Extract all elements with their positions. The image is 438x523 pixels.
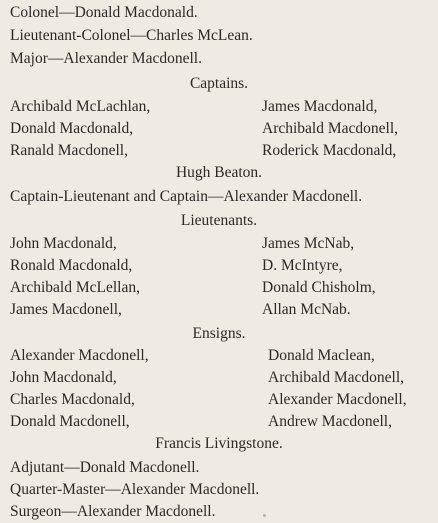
major-line: Major—Alexander Macdonell. [10, 50, 202, 67]
lieutenant-name: James McNab, [262, 235, 355, 252]
lieutenant-name: Ronald Macdonald, [10, 257, 133, 274]
colonel-line: Colonel—Donald Macdonald. [10, 4, 198, 21]
lieutenant-name: Donald Chisholm, [262, 279, 376, 296]
captains-heading: Captains. [189, 75, 249, 92]
captain-name: Archibald McLachlan, [10, 98, 151, 115]
ensign-name: Alexander Macdonell, [268, 391, 407, 408]
captain-lieutenant-line: Captain-Lieutenant and Captain—Alexander Macdonell. [10, 188, 363, 205]
lieutenant-name: John Macdonald, [10, 235, 117, 252]
ensign-name: Donald Maclean, [268, 347, 375, 364]
lieutenant-name: Archibald McLellan, [10, 279, 140, 296]
ensign-name: Charles Macdonald, [10, 391, 135, 408]
ink-speck [263, 514, 266, 517]
quarter-master-line: Quarter-Master—Alexander Macdonell. [10, 481, 260, 498]
captain-name: Archibald Macdonell, [262, 120, 399, 137]
surgeon-line: Surgeon—Alexander Macdonell. [10, 503, 216, 520]
ensign-name: John Macdonald, [10, 369, 117, 386]
captain-name: Donald Macdonald, [10, 120, 134, 137]
ensign-name: Alexander Macdonell, [10, 347, 149, 364]
ensigns-heading: Ensigns. [192, 325, 246, 342]
lieutenant-name: Allan McNab. [262, 301, 351, 318]
ensign-name: Andrew Macdonell, [268, 413, 392, 430]
adjutant-line: Adjutant—Donald Macdonell. [10, 459, 200, 476]
captain-name: James Macdonald, [262, 98, 378, 115]
lieutenant-name: James Macdonell, [10, 301, 122, 318]
ensign-name: Archibald Macdonell, [268, 369, 405, 386]
captain-name-last: Hugh Beaton. [175, 164, 263, 181]
lieutenant-name: D. McIntyre, [262, 257, 343, 274]
captain-name: Roderick Macdonald, [262, 142, 397, 159]
captain-name: Ranald Macdonell, [10, 142, 128, 159]
lieutenants-heading: Lieutenants. [180, 212, 258, 229]
ensign-name-last: Francis Livingstone. [155, 435, 283, 452]
ensign-name: Donald Macdonell, [10, 413, 130, 430]
lieutenant-colonel-line: Lieutenant-Colonel—Charles McLean. [10, 27, 253, 44]
